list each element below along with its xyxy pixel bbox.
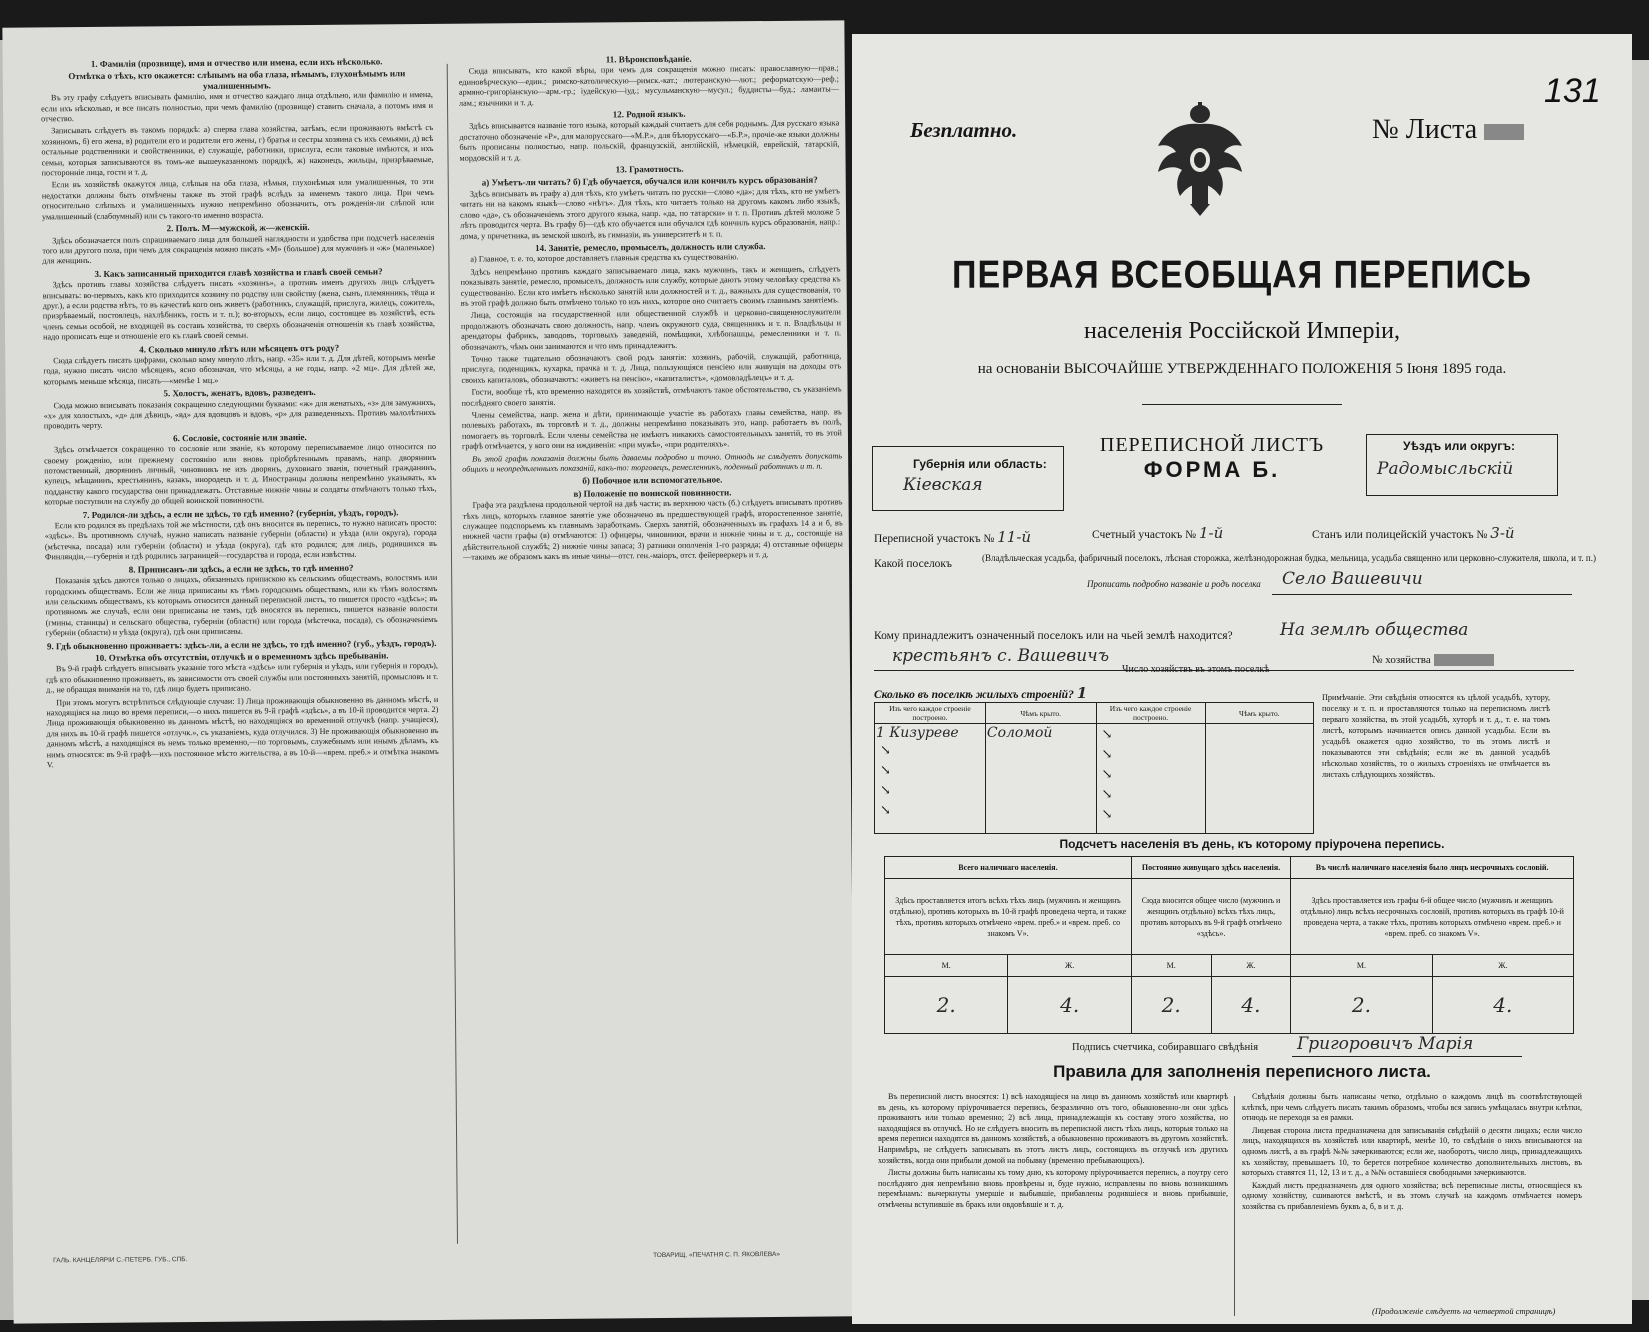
sheet-number-redacted — [1484, 124, 1524, 140]
rules-right-p3: Каждый листъ предназначенъ для одного хозяйства; всѣ переписные листы, относящіеся къ одному хозяйству, сшиваются вмѣстѣ, и въ этомъ случаѣ на каждомъ отмѣчается номеръ хозяйства съ прибавленіемъ буквъ а, б, в и т. д. — [1242, 1180, 1582, 1211]
instruction-paragraph: Точно также тщательно обозначаютъ свой родъ занятія: хозяинъ, рабочій, служащій, работница, прислуга, поденщикъ, кухарка, прачка и т. д. Лица, пользующіяся пенсіею или живущія на доходы отъ своихъ капиталовъ, обозначаютъ: «живетъ на пенсію», «капиталистъ», «домовладѣлецъ» и т. д. — [461, 351, 842, 385]
land-label: Кому принадлежитъ означенный поселокъ или на чьей землѣ находится? — [874, 630, 1233, 642]
instruction-paragraph: Сюда вписывать, кто какой вѣры, при чемъ для сокращенія можно писать: православную—прав.; единовѣрческую—един.; римско-католическую—римск.-кат.; лютеранскую—лют.; реформатскую—реф.; армяно-григоріанскую—арм.-гр.; іудейскую—іуд.; мусульманскую—мусул.; буддисты—буд.; ламаиты—лам.; язычники и т. д. — [458, 63, 839, 108]
settlement-label: Какой поселокъ — [874, 558, 952, 570]
ct-count-female-total: 4. — [1008, 977, 1131, 1034]
census-section-label: Переписной участокъ № — [874, 533, 995, 545]
instruction-paragraph: Члены семейства, напр. жена и дѣти, принимающіе участіе въ работахъ главы семейства, напр. въ полевыхъ работахъ, въ торговлѣ и т. д., должны непремѣнно показывать это, напр. работаетъ въ полѣ, помогаетъ въ торговлѣ. Если члены семейства не имѣютъ никакихъ самостоятельныхъ занятій, то въ этой графѣ отмѣчается, у кого они на иждивеніи: «при мужѣ», «при родителяхъ». — [461, 407, 842, 451]
bt-header-2: Чѣмъ крыто. — [985, 703, 1096, 724]
count-section-label: Счетный участокъ № — [1092, 529, 1197, 541]
buildings-value: 1 — [1076, 684, 1088, 702]
imperial-eagle-emblem — [1152, 100, 1248, 218]
census-subtitle: населенія Россійской Имперіи, — [1084, 318, 1400, 344]
census-section-row — [874, 528, 1031, 546]
signature-line — [1292, 1056, 1522, 1057]
district-value: Радомысльскій — [1377, 459, 1514, 479]
bt-roof-value: Соломой — [986, 725, 1053, 741]
instruction-paragraph: Здѣсь вписывать въ графу а) для тѣхъ, кто умѣетъ читать по русски—слово «да»; для тѣхъ, кто не умѣетъ читать ни на какомъ языкѣ—слово «нѣтъ». Для тѣхъ, кто читаетъ только на другомъ какомъ либо языкѣ, слово «да», съ обозначеніемъ этого другого языка, напр. «да, по татарски» и т. п. Противъ дѣтей моложе 5 лѣтъ проводится черта. Въ графу б)—гдѣ кто обучается или обучался гдѣ кончилъ курсъ образованія, напр.: дома, у причетника, въ земской школѣ, въ гимназіи, въ университетѣ и т. п. — [459, 186, 841, 241]
instruction-paragraph: Показанія здѣсь даются только о лицахъ, обязанныхъ припискою къ сельскимъ обществамъ, волостямъ или городскимъ обществамъ. Если же лица приписаны къ тѣмъ городскимъ обществамъ, или къ тѣмъ волостямъ или сельскимъ обществамъ, къ которымъ относится данный переписной листъ, то пишется просто «здѣсь»; въ противномъ же случаѣ, если они приписаны не тамъ, гдѣ вносятся въ перепись, пишется названіе волости (гмины, станицы) и сельскаго общества, губерніи (области) или города (мѣстечка, посада), съ обозначеніемъ губерніи (области) и уѣзда (округа), гдѣ они приписаны. — [45, 573, 438, 638]
bt-material-cell-2 — [1096, 724, 1205, 834]
form-label: ФОРМА Б. — [1143, 457, 1281, 482]
bt-material-cell — [875, 724, 986, 834]
land-value-2: крестьянъ с. Вашевичъ — [892, 646, 1110, 666]
instruction-paragraph: Если въ хозяйствѣ окажутся лица, слѣпыя на оба глаза, нѣмыя, глухонѣмыя или умалишенныя, то эти недостатки должны быть отмѣчены также въ этой графѣ вслѣдъ за именемъ такого лица. При чемъ относительно слѣпыхъ и умалишенныхъ нужно непремѣнно обозначить, отъ рожденія-ли слѣпой или умалишенный (слабоумный) или съ такого-то именно возраста. — [41, 177, 434, 222]
count-title: Подсчетъ населенія въ день, къ которому пріурочена перепись. — [1059, 837, 1445, 851]
section-heading: 14. Занятіе, ремесло, промыселъ, должность или служба. — [535, 240, 766, 253]
instruction-paragraph: Въ 9-й графѣ слѣдуетъ вписывать указаніе того мѣста «здѣсь» или губернія и уѣздъ, или губернія и городъ), гдѣ кто обыкновенно проживаетъ, въ зависимости отъ своей службы или постоянныхъ занятій, промысловъ и т. д., не обращая вниманія на то, гдѣ лицо будетъ приписано. — [46, 661, 439, 695]
sheet-number-label — [1372, 114, 1524, 146]
section-heading: б) Побочное или вспомогательное. — [582, 474, 723, 487]
ct-text-other: Здѣсь проставляется изъ графы 6-й общее число (мужчинъ и женщинъ отдѣльно) лицъ всѣхъ несрочныхъ сословій, противъ которыхъ въ графѣ 10-й проведена черта, а также тѣхъ, противъ которыхъ отмѣчено «врем. преб.» и «врем. преб. со знакомъ V». — [1291, 879, 1574, 955]
ct-count-male-permanent: 2. — [1131, 977, 1211, 1034]
rules-title: Правила для заполненія переписного листа. — [1053, 1062, 1431, 1081]
count-section-row — [1092, 524, 1223, 542]
ct-male-3: М. — [1291, 955, 1432, 977]
rules-right-p2: Лицевая сторона листа предназначена для записыванія свѣдѣній о десяти лицахъ; если число лицъ, находящихся въ хозяйствѣ или квартирѣ, менѣе 10, то свѣдѣнія о нихъ вписываются на одномъ листѣ, а въ графѣ №№ зачеркиваются; если же, наоборотъ, число лицъ, принадлежащихъ къ хозяйству, превышаетъ 10, то берется потребное количество дополнительныхъ листовъ, въ которыхъ ставятся 11, 12, 13 и т. д., а №№ оставшіеся свободными зачеркиваются. — [1242, 1125, 1582, 1178]
instruction-paragraph: Здѣсь обозначается полъ спрашиваемаго лица для большей наглядности и удобства при подсчетѣ населенія того или другого пола, при чемъ для сокращенія можно писать «М» (большое) для мужчинъ и «ж» (маленькое) для женщинъ. — [42, 232, 435, 266]
bt-ticks-2: ↘ ↘ ↘ ↘ ↘ — [1101, 727, 1113, 822]
sheet-number-text: № Листа — [1372, 114, 1478, 145]
buildings-label: Сколько въ поселкѣ жилыхъ строеній? — [874, 689, 1074, 701]
instruction-paragraph: Записывать слѣдуетъ въ такомъ порядкѣ: а) сперва глава хозяйства, затѣмъ, если проживаютъ вмѣстѣ съ хозяиномъ, б) его жена, в) родители его и родители его жены, г) братья и сестры хозяина съ ихъ семьями, д) всѣ остальные родственники и свойственники, е) служащіе, работники, прислуга, если таковые имѣются, и ихъ семьи, которыя записываются въ томъ-же вышеуказанномъ порядкѣ, ж) наконецъ, жильцы, призрѣваемые, посторонніе лица, гости и т. д. — [41, 123, 434, 178]
settlement-hint: (Владѣльческая усадьба, фабричный поселокъ, лѣсная сторожка, желѣзнодорожная будка, мельница, усадьба священно или церковно-служителя, школа, и т. п.) — [982, 553, 1596, 563]
sheet-title: ПЕРЕПИСНОЙ ЛИСТЪ — [1099, 434, 1325, 456]
section-heading: а) Умѣетъ-ли читать? б) Гдѣ обучается, обучался или кончилъ курсъ образованія? — [481, 175, 818, 188]
buildings-row — [874, 684, 1087, 702]
section-heading: 5. Холостъ, женатъ, вдовъ, разведенъ. — [163, 387, 316, 399]
signature-value: Григоровичъ Марія — [1297, 1034, 1474, 1054]
section-heading: 13. Грамотность. — [615, 163, 684, 175]
rules-left-p1: Въ переписной листъ вносятся: 1) всѣ находящіеся на лицо въ данномъ хозяйствѣ или квартирѣ въ день, къ которому пріурочивается перепись, безразлично отъ того, обыкновенно-ли они здѣсь проживаютъ или только временно; 2) всѣ лица, принадлежащія къ составу этого хозяйства, но находящіяся въ отлучкѣ. Но не слѣдуетъ вносить въ переписной листъ тѣхъ лицъ, которыя только на время переписи находятся въ данномъ хозяйствѣ, а обыкновенно проживаютъ въ другомъ хозяйствѣ. Напримѣръ, не слѣдуетъ записывать въ этотъ листъ лицъ, состоящихъ въ отлучкѣ изъ другихъ хозяйствъ, когда они прибыли домой на побывку (временно пребывающихъ). — [878, 1092, 1228, 1165]
ct-count-male-total: 2. — [885, 977, 1008, 1034]
continued-note: (Продолженіе слѣдуетъ на четвертой страницѣ) — [1372, 1306, 1556, 1316]
section-heading: в) Положеніе по воинской повинности. — [573, 487, 732, 499]
stan-row — [1312, 524, 1515, 542]
ct-text-total: Здѣсь проставляется итогъ всѣхъ тѣхъ лицъ (мужчинъ и женщинъ отдѣльно), противъ которыхъ въ 10-й графѣ проведена черта, и также тѣхъ, противъ которыхъ отмѣчено «врем. преб.» и «врем. преб. со знакомъ V». — [885, 879, 1132, 955]
column-divider — [447, 64, 458, 1244]
section-heading: 12. Родной языкъ. — [612, 108, 686, 120]
households-label: Число хозяйствъ въ этомъ поселкѣ — [1122, 664, 1270, 675]
land-value-1: На землѣ общества — [1280, 620, 1469, 640]
instruction-paragraph: Если кто родился въ предѣлахъ той же мѣстности, гдѣ онъ вносится въ перепись, то нужно написать просто: «здѣсь». Въ противномъ случаѣ, нужно написать названіе губерніи (области) и уѣзда (или округа), города (мѣстечка, посада) или губерніи (области) и уѣзда (округа), гдѣ кто родился; для лицъ, родившихся въ Финляндіи,—губернія и гдѣ родились заграницей—государства и города, если извѣстны. — [44, 517, 437, 562]
census-section-value: 11-й — [997, 528, 1032, 546]
ct-count-male-other: 2. — [1291, 977, 1432, 1034]
instruction-paragraph: Графа эта раздѣлена продольной чертой на двѣ части; въ верхнюю часть (б.) слѣдуетъ вписывать противъ тѣхъ лицъ, которыхъ главное занятіе уже обозначено въ предшествующей графѣ, второстепенное занятіе, служащее подспорьемъ къ главнымъ заработкамъ. Сверхъ занятій, обозначенныхъ въ графахъ 14 а и б, въ нижней части графы (в) отмѣчаются: 1) офицеры, чиновники, врачи и нижніе чины и т. д., состоящіе на дѣйствительной службѣ; 2) нижніе чины запаса; 3) ратники ополченія 1-го разряда; 4) отставные офицеры—такимъ же образомъ какъ въ иные чины—отст. ген.-маіоръ, отст. фейерверкеръ и т. д. — [462, 497, 843, 562]
ct-female-1: Ж. — [1008, 955, 1131, 977]
ct-female-3: Ж. — [1432, 955, 1573, 977]
section-heading: 3. Какъ записанный приходится главѣ хозяйства и главѣ своей семьи? — [94, 266, 383, 279]
section-heading: 10. Отмѣтка объ отсутствіи, отлучкѣ и о временномъ здѣсь пребываніи. — [95, 650, 389, 663]
left-column-2 — [459, 50, 850, 1283]
bt-ticks-1: ↘ ↘ ↘ ↘ — [880, 743, 891, 818]
section-heading: 8. Приписанъ-ли здѣсь, а если не здѣсь, то гдѣ именно? — [128, 562, 354, 575]
province-label: Губернія или область: — [913, 457, 1047, 471]
stan-value: 3-й — [1490, 524, 1515, 542]
census-title: ПЕРВАЯ ВСЕОБЩАЯ ПЕРЕПИСЬ — [952, 253, 1532, 297]
ct-female-2: Ж. — [1211, 955, 1291, 977]
district-box — [1366, 434, 1558, 496]
section-heading: 9. Гдѣ обыкновенно проживаетъ: здѣсь-ли, а если не здѣсь, то гдѣ именно? (губ., уѣздъ, городъ). — [46, 637, 437, 651]
section-heading: 2. Полъ. М—мужской, ж—женскій. — [166, 222, 310, 234]
buildings-note: Примѣчаніе. Эти свѣдѣнія относятся къ цѣлой усадьбѣ, хутору, поселку и т. п. и проставляются только на переписномъ листѣ перваго хозяйства, въ этой усадьбѣ, хуторѣ и т. д., т. е. на томъ листѣ, которымъ начинается опись данной усадьбы. Если въ усадьбѣ окажется одно хозяйство, то въ этомъ листѣ и показываются эти свѣдѣнія; если же въ данной усадьбѣ нѣсколько хозяйствъ, то о жилыхъ строеніяхъ не отмѣчается въ листахъ слѣдующихъ хозяйствъ. — [1322, 693, 1550, 779]
count-section-value: 1-й — [1198, 524, 1224, 542]
section-heading: 4. Сколько минуло лѣтъ или мѣсяцевъ отъ роду? — [139, 342, 340, 355]
instruction-paragraph: Лица, состоящія на государственной или общественной службѣ и церковно-священнослужители продолжаютъ обозначать свою должность, напр. членъ окружного суда, священникъ и т. п. Владѣльцы и арендаторы фабрикъ, заводовъ, торговыхъ заведеній, помѣщики, хлѣбопашцы, ремесленники и т. п. обозначаютъ, чѣмъ они занимаются и что имъ принадлежитъ. — [460, 307, 842, 352]
section-heading: Отмѣтка о тѣхъ, кто окажется: слѣпымъ на оба глаза, нѣмымъ, глухонѣмымъ или умалишеннымъ. — [68, 68, 406, 91]
rules-divider — [1234, 1096, 1235, 1316]
instruction-paragraph: Въ эту графу слѣдуетъ вписывать фамилію, имя и отчество каждаго лица отдѣльно, или фамилію и имена, если ихъ нѣсколько, и все писать полностью, при чемъ фамилію (прозвище) ставить сначала, а потомъ имя и отчество. — [41, 90, 434, 124]
section-heading: 6. Сословіе, состояніе или званіе. — [173, 431, 307, 444]
right-page — [852, 34, 1632, 1324]
instruction-paragraph: Здѣсь вписывается названіе того языка, который каждый считаетъ для себя роднымъ. Для русскаго языка достаточно обозначеніе «Р», для малорусскаго—«М.Р.», для бѣлорусскаго—«Б.Р.», прочіе-же языки должны быть прописаны полностью, напр. польскій, французскій, англійскій, нѣмецкій, еврейскій, татарскій, мордовскій и т. д. — [459, 118, 840, 163]
settlement-hint-2: Прописать подробно названіе и родъ поселка — [1087, 579, 1261, 589]
bt-roof-cell-2 — [1205, 724, 1313, 834]
rules-left-p2: Листы должны быть написаны къ тому дню, къ которому пріурочивается перепись, а поутру сего послѣдняго дня непремѣнно вновь провѣрены и, буде нужно, исправлены по вновь возникшимъ перемѣнамъ: вычеркнуты умершіе и выбывшіе, прибавлены родившіеся и вновь прибывшіе, отмѣчены вступившіе въ бракъ или овдовѣвшіе и т. д. — [878, 1168, 1228, 1209]
bt-roof-cell — [985, 724, 1096, 834]
ct-count-female-permanent: 4. — [1211, 977, 1291, 1034]
rules-left-column — [878, 1092, 1228, 1322]
italic-note: Въ этой графѣ показанія должны быть даваемы подробно и точно. Отнюдь не слѣдуетъ допускать общихъ и неопредѣленныхъ показаній, какъ-то: торговецъ, ремесленникъ, поденный работникъ и т. п. — [462, 451, 843, 474]
free-label: Безплатно. — [910, 118, 1018, 142]
section-heading: 1. Фамилія (прозвище), имя и отчество или имена, если ихъ нѣсколько. — [90, 56, 383, 69]
section-heading: 7. Родился-ли здѣсь, а если не здѣсь, то гдѣ именно? (губернія, уѣздъ, городъ). — [82, 506, 399, 520]
sheet-heading — [1062, 434, 1362, 483]
bt-header-4: Чѣмъ крыто. — [1205, 703, 1313, 724]
bt-owner-value: 1 Кизуреве — [876, 725, 959, 741]
signature-label: Подпись счетчика, собиравшаго свѣдѣнія — [1072, 1042, 1259, 1053]
instruction-paragraph: а) Главное, т. е. то, которое доставляетъ главныя средства къ существованію. — [470, 252, 739, 264]
left-page — [2, 20, 855, 1323]
rules-right-p1: Свѣдѣнія должны быть написаны четко, отдѣльно о каждомъ лицѣ въ соотвѣтствующей клѣткѣ, при чемъ слѣдуетъ писать такимъ образомъ, чтобы вся запись умѣщалась внутри клѣтки, отнюдь не переходя за ея рамки. — [1242, 1092, 1582, 1123]
bt-header-3: Изъ чего каждое строеніе построено. — [1096, 703, 1205, 724]
instruction-paragraph: Здѣсь отмѣчается сокращенно то сословіе или званіе, къ которому переписываемое лицо относится по своему рожденію, или прежнему состоянію или вновь пріобрѣтеннымъ правамъ, напр. дворянинъ потомственный, дворянинъ личный, чиновникъ не изъ дворянъ, духовнаго званія, почетный гражданинъ, купецъ, мѣщанинъ, крестьянинъ, казакъ, инородецъ и т. д. Иностранцы должны непремѣнно указывать, къ подданству какого государства они принадлежатъ. Отставные нижніе чины и солдаты отмѣчаютъ только тѣхъ, которые поступили на службу до общей воинской повинности. — [44, 442, 437, 507]
legal-basis: на основаніи ВЫСОЧАЙШЕ УТВЕРЖДЕННАГО ПОЛОЖЕНІЯ 5 Іюня 1895 года. — [977, 361, 1507, 377]
ct-count-female-other: 4. — [1432, 977, 1573, 1034]
ct-male-2: М. — [1131, 955, 1211, 977]
population-count-table — [884, 856, 1574, 1034]
bt-header-1: Изъ чего каждое строеніе построено. — [875, 703, 986, 724]
printer-footer-left: ГАЛЬ. КАНЦЕЛЯРІИ С.-ПЕТЕРБ. ГУБ., СПБ. — [53, 1256, 188, 1265]
ct-header-other: Въ числѣ наличнаго населенія было лицъ несрочныхъ сословій. — [1291, 857, 1574, 879]
district-label: Уѣздъ или округъ: — [1403, 439, 1516, 453]
household-no-text: № хозяйства — [1372, 654, 1431, 666]
ct-header-permanent: Постоянно живущаго здѣсь населенія. — [1131, 857, 1290, 879]
page-number: 131 — [1544, 72, 1601, 110]
instruction-paragraph: Гости, вообще тѣ, кто временно находятся въ хозяйствѣ, отмѣчаютъ такое обстоятельство, съ указаніемъ послѣдняго своего занятія. — [461, 384, 842, 408]
settlement-value: Село Вашевичи — [1282, 569, 1423, 589]
instruction-paragraph: Здѣсь противъ главы хозяйства слѣдуетъ писать «хозяинъ», а противъ именъ другихъ лицъ слѣдуетъ вписывать: во-первыхъ, какъ кто приходится хозяину по родству или свойству (жена, сынъ, племянникъ, тёща и друг.), а если родства нѣтъ, то въ качествѣ кого онъ живетъ (работникъ, служащій, прислуга, жилецъ, сожитель, призрѣваемый, постоялецъ, нахлѣбникъ, гость и т. п.); во-вторыхъ, если лицо, состоящее въ хозяйствѣ, есть членъ семьи особой, не входящей въ составъ хозяйства, то сверхъ обозначенія отношенія къ главѣ хозяйства, надо прописать еще и отношеніе его къ главѣ своей семьи. — [42, 277, 435, 342]
province-box — [872, 446, 1064, 511]
instruction-paragraph: Здѣсь непремѣнно противъ каждаго записываемаго лица, какъ мужчинъ, такъ и женщинъ, слѣдуетъ показывать занятіе, ремесло, промыселъ, должность или службу, которые даютъ этому человѣку средства къ существованію. Если кто имѣетъ нѣсколько занятій или должностей и т. д., важныхъ для существованія, то въ этой графѣ должно быть отмѣчено только то изъ нихъ, которое оно считаетъ своимъ главнымъ занятіемъ. — [460, 264, 841, 308]
ct-male-1: М. — [885, 955, 1008, 977]
settlement-line — [1272, 594, 1572, 595]
instruction-paragraph: Сюда слѣдуетъ писать цифрами, сколько кому минуло лѣтъ, напр. «35» или т. д. Для дѣтей, которымъ менѣе года, нужно писать число мѣсяцевъ, ясно обозначая, что мѣсяцы, а не годы, напр. «2 мц». Для дѣтей же, которымъ меньше мѣсяца, писать—«менѣе 1 мц.» — [43, 352, 436, 387]
instruction-paragraph: Сюда можно вписывать показанія сокращенно следующими буквами: «ж» для женатыхъ, «з» для замужнихъ, «х» для холостыхъ, «д» для дѣвицъ, «вд» для вдовцовъ и вдовъ, «р» для разведенныхъ. Противъ малолѣтнихъ проводить черту. — [43, 397, 436, 431]
instruction-paragraph: При этомъ могутъ встрѣтиться слѣдующіе случаи: 1) Лица проживающія обыкновенно въ данномъ мѣстѣ, и находящіяся на лицо во время переписи,—о нихъ пишется въ 9-й графѣ «здѣсь», а въ 10-й проводится черта. 2) Лица проживающія обыкновенно въ данномъ мѣстѣ, но находящіяся во временной отлучкѣ (напр. учащіеся), для нихъ въ 10-й графѣ пишется «отлучк.», съ указаніемъ, куда отлучился. 3) Не проживающія обыкновенно въ данномъ мѣстѣ, а находящіяся въ немъ только временно,—по торговымъ, служебнымъ или инымъ дѣламъ, къ нимъ относятся: въ 9-й графѣ—ихъ постоянное мѣсто жительства, а въ 10-й—«врем. преб.» и отмѣтка знакомъ V. — [46, 694, 439, 770]
rules-right-column — [1242, 1092, 1582, 1302]
ct-header-total: Всего наличнаго населенія. — [885, 857, 1132, 879]
household-no-redacted — [1434, 654, 1494, 666]
household-no-label — [1372, 654, 1494, 666]
stan-label: Станъ или полицейскій участокъ № — [1312, 529, 1488, 541]
ct-text-permanent: Сюда вносится общее число (мужчинъ и женщинъ отдѣльно) всѣхъ тѣхъ лицъ, противъ которыхъ въ 9-й графѣ отмѣчено «здѣсь». — [1131, 879, 1290, 955]
buildings-table — [874, 702, 1314, 834]
title-rule — [1142, 404, 1342, 405]
section-heading: 11. Вѣроисповѣданіе. — [605, 53, 692, 65]
province-value: Кіевская — [903, 475, 983, 495]
left-column-1 — [41, 54, 444, 1287]
printer-footer-right: ТОВАРИЩ. «ПЕЧАТНЯ С. П. ЯКОВЛЕВА» — [653, 1250, 780, 1260]
